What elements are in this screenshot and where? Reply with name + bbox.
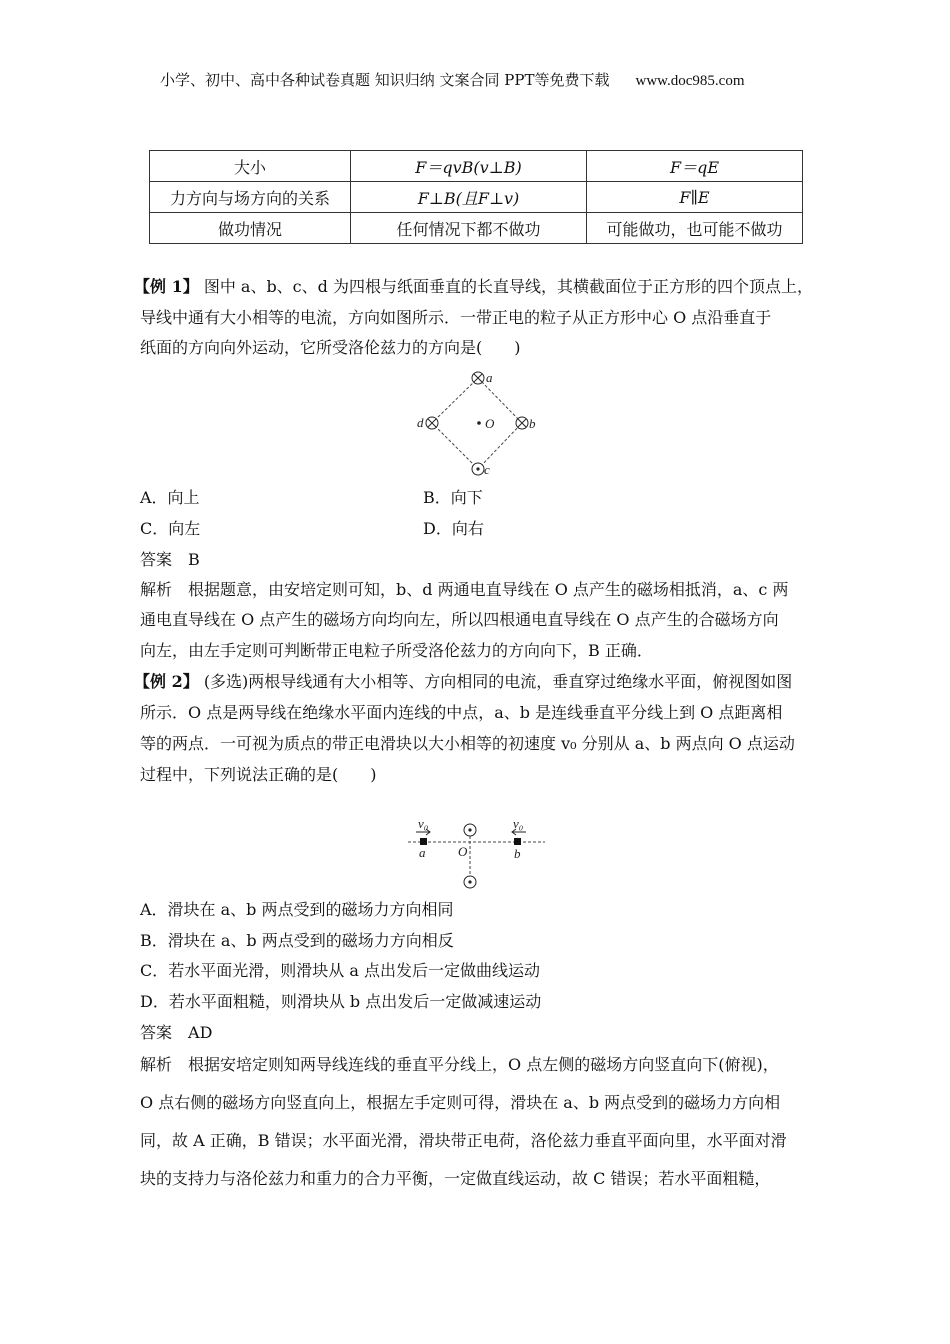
question-text: 过程中，下列说法正确的是( ) (140, 765, 377, 784)
label-d: d (417, 415, 424, 430)
wire-b-into-page-icon (516, 417, 528, 429)
analysis-text: 同，故 A 正确，B 错误；水平面光滑，滑块带正电荷，洛伦兹力垂直平面向里，水平面对滑 (140, 1131, 787, 1150)
two-wires-diagram (400, 815, 555, 895)
question-text: 导线中通有大小相等的电流，方向如图所示．一带正电的粒子从正方形中心 O 点沿垂直于 (140, 308, 772, 327)
analysis-label: 解析 (140, 1055, 173, 1074)
question-text: 图中 a、b、c、d 为四根与纸面垂直的长直导线，其横截面位于正方形的四个顶点上， (203, 277, 813, 296)
example1-line (134, 277, 813, 297)
table-cell: F⊥B(且F⊥v) (351, 182, 587, 213)
analysis-line (140, 580, 788, 600)
label-a: a (486, 370, 493, 385)
top-wire-out-of-page-icon (464, 824, 476, 836)
table-row (150, 182, 803, 213)
center-point (477, 421, 481, 425)
table-cell: 做功情况 (150, 213, 351, 244)
table-cell: 可能做功，也可能不做功 (587, 213, 803, 244)
table-cell: F＝qE (587, 151, 803, 182)
answer-value: B (188, 550, 200, 569)
wire-c-out-of-page-icon (472, 463, 484, 475)
question-text: (多选)两根导线通有大小相等、方向相同的电流，垂直穿过绝缘水平面，俯视图如图 (203, 672, 793, 691)
table-cell: 大小 (150, 151, 351, 182)
label-b: b (529, 416, 536, 431)
option-c[interactable]: C．向左 (140, 519, 201, 538)
answer-label: 答案 (140, 1023, 173, 1042)
analysis-text: 向左，由左手定则可判断带正电粒子所受洛伦兹力的方向向下，B 正确． (140, 641, 653, 660)
option-a[interactable]: A．向上 (140, 488, 200, 507)
analysis-text: 根据安培定则知两导线连线的垂直平分线上，O 点左侧的磁场方向竖直向下(俯视)， (188, 1055, 779, 1074)
answer-value: AD (188, 1023, 213, 1042)
option-c[interactable]: C．若水平面光滑，则滑块从 a 点出发后一定做曲线运动 (140, 961, 540, 980)
answer-line (140, 1023, 212, 1043)
table-cell: 任何情况下都不做功 (351, 213, 587, 244)
table-cell: F∥E (587, 182, 803, 213)
table-cell: F＝qvB(v⊥B) (351, 151, 587, 182)
question-text: 所示．O 点是两导线在绝缘水平面内连线的中点，a、b 是连线垂直平分线上到 O 点距离相 (140, 703, 783, 722)
analysis-text: 块的支持力与洛伦兹力和重力的合力平衡，一定做直线运动，故 C 错误；若水平面粗糙， (140, 1169, 771, 1188)
option-b[interactable]: B．向下 (423, 488, 483, 507)
analysis-label: 解析 (140, 580, 173, 599)
analysis-line (140, 1055, 779, 1075)
label-b: b (514, 846, 521, 861)
analysis-text: 根据题意，由安培定则可知，b、d 两通电直导线在 O 点产生的磁场相抵消，a、c 两 (188, 580, 789, 599)
label-v0-left: v₀ (418, 816, 429, 831)
comparison-table (149, 150, 803, 244)
table-row (150, 213, 803, 244)
example2-tag: 【例 2】 (134, 672, 199, 691)
slider-b (514, 838, 521, 845)
label-o: O (458, 844, 468, 859)
analysis-text: O 点右侧的磁场方向竖直向上，根据左手定则可得，滑块在 a、b 两点受到的磁场力方向相 (140, 1093, 781, 1112)
option-a[interactable]: A．滑块在 a、b 两点受到的磁场力方向相同 (140, 900, 454, 919)
option-d[interactable]: D．若水平面粗糙，则滑块从 b 点出发后一定做减速运动 (140, 992, 542, 1011)
header-url[interactable]: www.doc985.com (635, 73, 745, 89)
bottom-wire-out-of-page-icon (464, 876, 476, 888)
slider-a (420, 838, 427, 845)
analysis-text: 通电直导线在 O 点产生的磁场方向均向左，所以四根通电直导线在 O 点产生的合磁场方向 (140, 610, 779, 629)
wire-d-into-page-icon (426, 417, 438, 429)
label-o: O (485, 416, 495, 431)
example2-line (134, 672, 792, 692)
example1-tag: 【例 1】 (134, 277, 199, 296)
table-row (150, 151, 803, 182)
wire-a-into-page-icon (472, 372, 484, 384)
label-v0-right: v₀ (513, 816, 524, 831)
label-a: a (419, 845, 426, 860)
table-cell: 力方向与场方向的关系 (150, 182, 351, 213)
answer-line (140, 550, 200, 570)
header-text: 小学、初中、高中各种试卷真题 知识归纳 文案合同 PPT等免费下载 (160, 71, 610, 89)
question-text: 纸面的方向向外运动，它所受洛伦兹力的方向是( ) (140, 338, 521, 357)
label-c: c (484, 462, 490, 477)
option-b[interactable]: B．滑块在 a、b 两点受到的磁场力方向相反 (140, 931, 454, 950)
page-header (160, 69, 745, 90)
square-wires-diagram (410, 365, 550, 480)
answer-label: 答案 (140, 550, 173, 569)
option-d[interactable]: D．向右 (423, 519, 484, 538)
question-text: 等的两点．一可视为质点的带正电滑块以大小相等的初速度 v₀ 分别从 a、b 两点向 O 点运动 (140, 734, 795, 753)
